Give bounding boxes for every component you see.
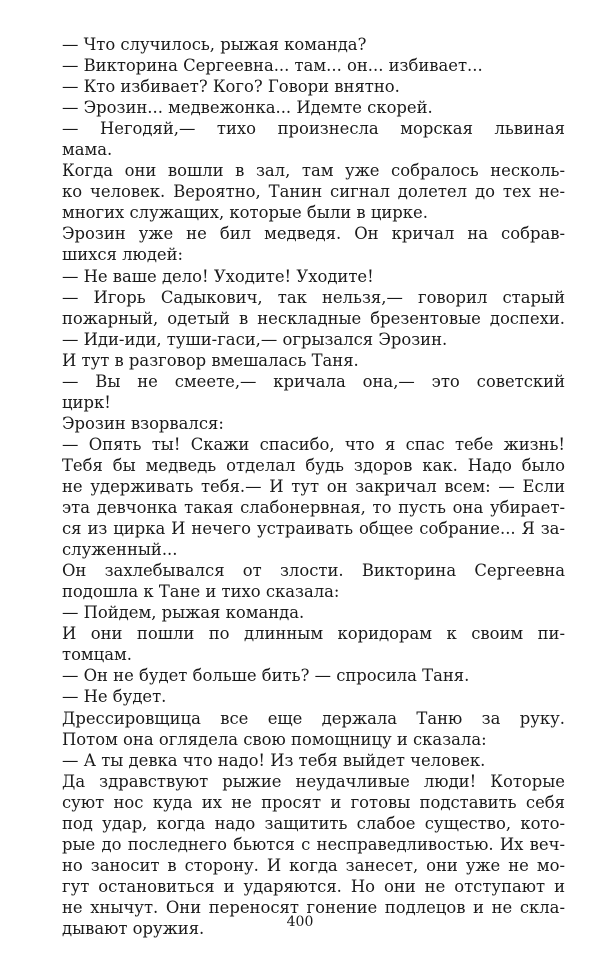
text-line: не хнычут. Они переносят гонение подлецов и не скла- bbox=[62, 897, 565, 917]
text-line: Потом она оглядела свою помощницу и сказала: bbox=[62, 729, 487, 749]
text-line: шихся людей: bbox=[62, 245, 184, 265]
text-line: — Викторина Сергеевна... там... он... избивает... bbox=[62, 56, 483, 76]
text-line: Эрозин уже не бил медведя. Он кричал на собрав- bbox=[62, 224, 565, 244]
text-line: мама. bbox=[62, 140, 113, 160]
text-line: — Игорь Садыкович, так нельзя,— говорил старый bbox=[62, 287, 565, 307]
text-line: Эрозин взорвался: bbox=[62, 413, 224, 433]
text-line: суют нос куда их не просят и готовы подставить себя bbox=[62, 792, 565, 812]
text-line: не удерживать тебя.— И тут он закричал всем: — Если bbox=[62, 476, 565, 496]
text-line: Дрессировщица все еще держала Таню за руку. bbox=[62, 708, 565, 728]
text-line: рые до последнего бьются с несправедливостью. Их веч- bbox=[62, 834, 565, 854]
text-line: Да здравствуют рыжие неудачливые люди! Которые bbox=[62, 771, 565, 791]
text-line: — Вы не смеете,— кричала она,— это советский bbox=[62, 371, 565, 391]
text-line: ко человек. Вероятно, Танин сигнал долетел до тех не- bbox=[62, 182, 565, 202]
text-line: Он захлебывался от злости. Викторина Сергеевна bbox=[62, 561, 565, 581]
text-line: многих служащих, которые были в цирке. bbox=[62, 203, 428, 223]
text-line: И тут в разговор вмешалась Таня. bbox=[62, 350, 359, 370]
text-line: — Иди-иди, туши-гаси,— огрызался Эрозин. bbox=[62, 329, 448, 349]
text-line: но заносит в сторону. И когда занесет, они уже не мо- bbox=[62, 855, 565, 875]
text-line: пожарный, одетый в нескладные брезентовые доспехи. bbox=[62, 308, 565, 328]
text-line: — Он не будет больше бить? — спросила Таня. bbox=[62, 666, 470, 686]
text-line: — Пойдем, рыжая команда. bbox=[62, 603, 305, 623]
text-line: томцам. bbox=[62, 645, 132, 665]
page-body-text bbox=[62, 34, 565, 939]
text-line: подошла к Тане и тихо сказала: bbox=[62, 582, 340, 602]
text-line: — Опять ты! Скажи спасибо, что я спас тебе жизнь! bbox=[62, 434, 565, 454]
text-line: И они пошли по длинным коридорам к своим пи- bbox=[62, 624, 565, 644]
text-line: дывают оружия. bbox=[62, 918, 205, 938]
text-line: служенный... bbox=[62, 540, 178, 560]
text-line: — Эрозин... медвежонка... Идемте скорей. bbox=[62, 98, 433, 118]
text-line: ся из цирка И нечего устраивать общее собрание... Я за- bbox=[62, 519, 565, 539]
page-number: 400 bbox=[286, 914, 314, 930]
text-line: гут остановиться и ударяются. Но они не отступают и bbox=[62, 876, 565, 896]
text-line: под удар, когда надо защитить слабое существо, кото- bbox=[62, 813, 565, 833]
text-line: Тебя бы медведь отделал будь здоров как. Надо было bbox=[62, 455, 565, 475]
text-line: — Не будет. bbox=[62, 687, 167, 707]
text-line: — Кто избивает? Кого? Говори внятно. bbox=[62, 77, 400, 97]
text-line: Когда они вошли в зал, там уже собралось несколь- bbox=[62, 161, 565, 181]
text-line: цирк! bbox=[62, 392, 111, 412]
text-line: — Негодяй,— тихо произнесла морская львиная bbox=[62, 119, 565, 139]
text-line: — А ты девка что надо! Из тебя выйдет человек. bbox=[62, 750, 486, 770]
text-line: — Не ваше дело! Уходите! Уходите! bbox=[62, 266, 374, 286]
text-line: — Что случилось, рыжая команда? bbox=[62, 35, 367, 54]
text-line: эта девчонка такая слабонервная, то пусть она убирает- bbox=[62, 498, 565, 518]
